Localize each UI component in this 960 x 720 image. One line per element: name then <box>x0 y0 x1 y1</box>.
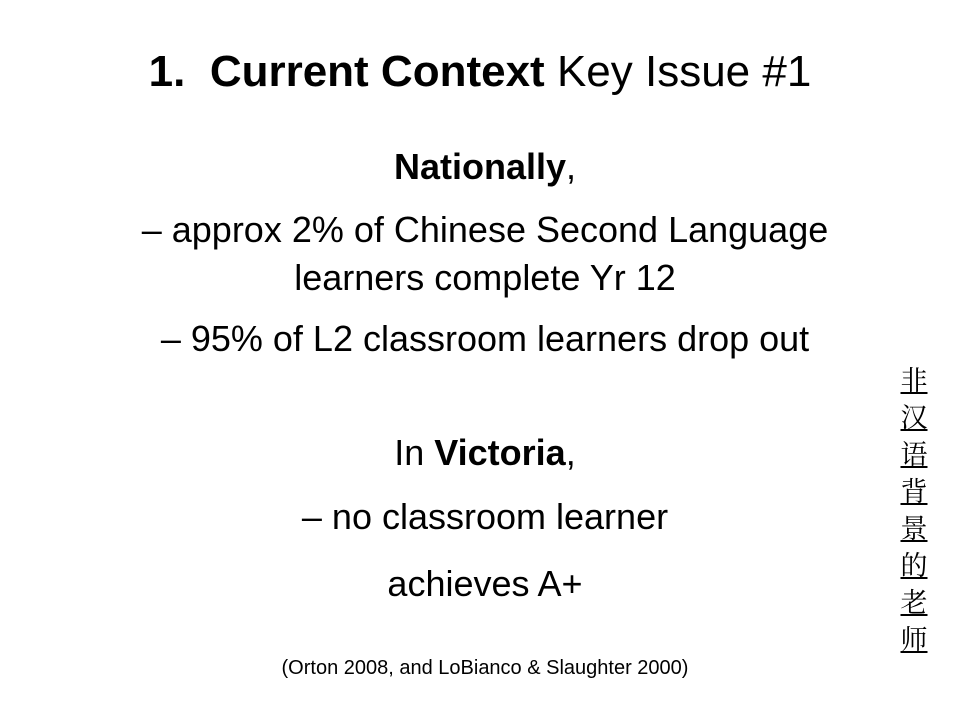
vertical-chinese-text <box>888 363 940 659</box>
victoria-heading <box>60 432 910 474</box>
victoria-bullet-line-1: – no classroom learner <box>301 496 669 537</box>
victoria-comma: , <box>565 432 576 473</box>
citation: (Orton 2008, and LoBianco & Slaughter 2000) <box>281 657 689 679</box>
title-rest: Key Issue #1 <box>544 47 812 96</box>
title-number: 1. <box>148 47 186 96</box>
nationally-bold: Nationally <box>393 146 567 187</box>
national-bullet-1-line-1: – approx 2% of Chinese Second Language <box>141 209 829 250</box>
vertical-char: 汉 <box>900 403 928 434</box>
vertical-char: 背 <box>900 477 928 508</box>
vertical-char: 语 <box>900 440 928 471</box>
victoria-prefix: In <box>394 432 435 473</box>
nationally-heading <box>60 146 910 188</box>
victoria-bullet-line-2: achieves A+ <box>387 563 583 604</box>
vertical-char: 非 <box>900 366 928 397</box>
victoria-bold: Victoria <box>434 432 566 473</box>
national-bullet-1-line-2: learners complete Yr 12 <box>294 257 676 298</box>
slide-title <box>0 40 960 104</box>
title-strong: Current Context <box>209 47 545 96</box>
nationally-comma: , <box>566 146 577 187</box>
vertical-char: 的 <box>900 551 928 582</box>
vertical-char: 师 <box>900 625 928 656</box>
national-bullet-2: – 95% of L2 classroom learners drop out <box>160 318 810 359</box>
vertical-char: 景 <box>900 514 928 545</box>
vertical-char: 老 <box>900 588 928 619</box>
